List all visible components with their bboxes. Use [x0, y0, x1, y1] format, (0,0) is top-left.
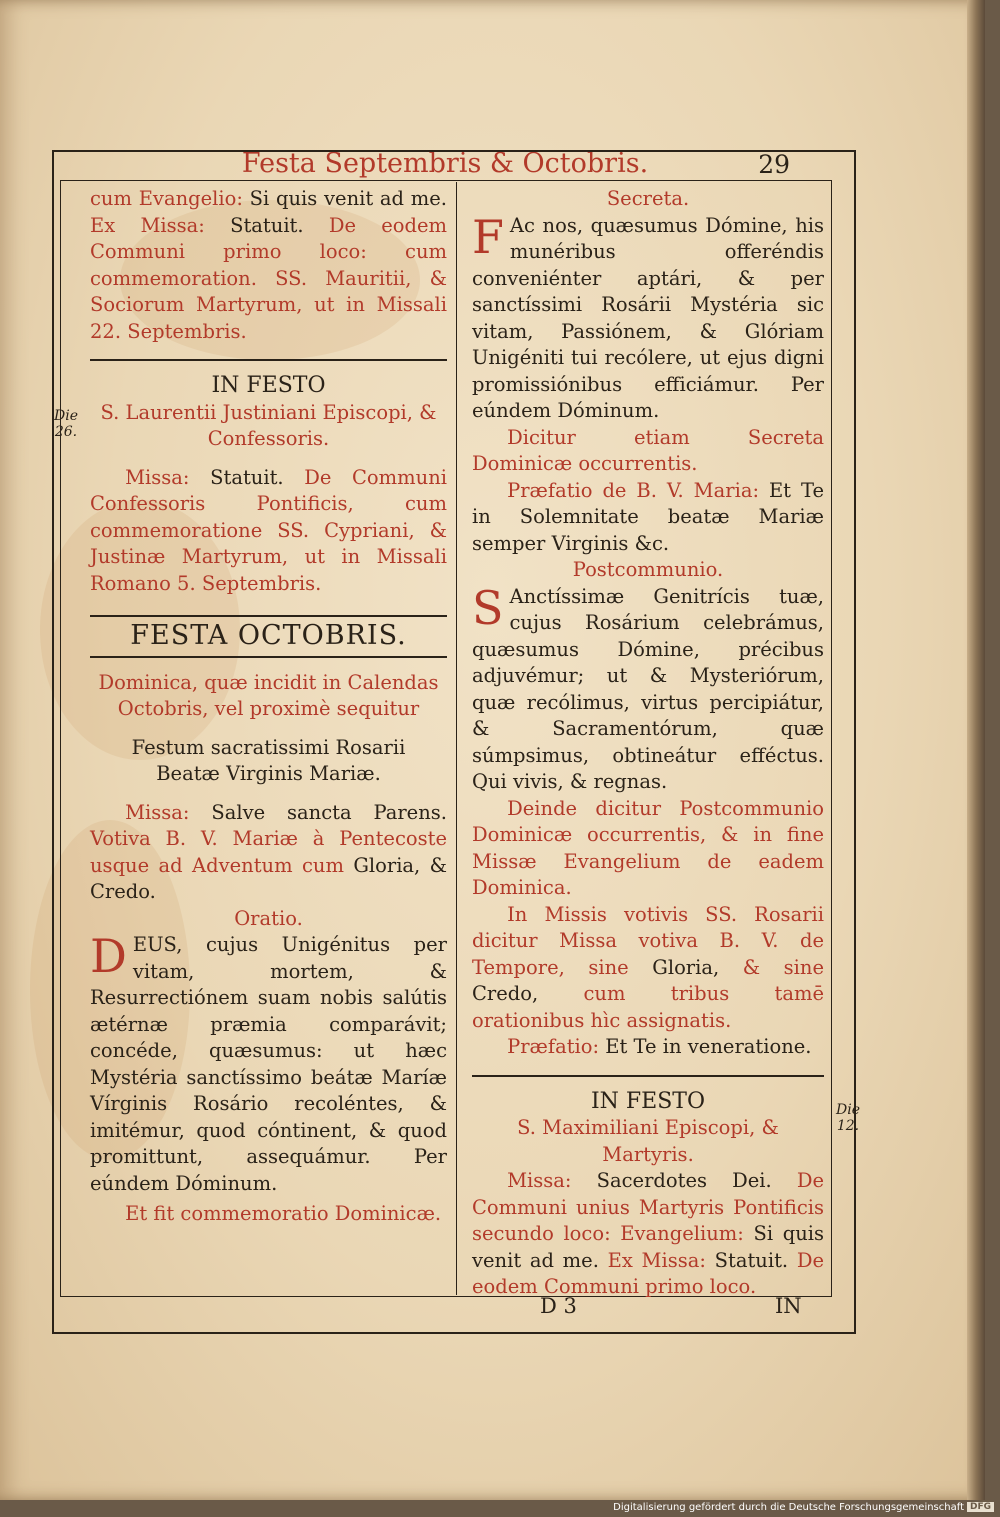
divider: [90, 615, 447, 617]
postcommunio-heading: Postcommunio.: [572, 558, 724, 581]
page-edge: [967, 0, 985, 1500]
feast-name: S. Laurentii Justiniani Episcopi, & Confessoris.: [100, 400, 437, 450]
deinde-rubric: Deinde dicitur Postcommunio Dominicæ occurrentis, & in fine Missæ Evangelium de eadem Dominica.: [472, 796, 824, 899]
feast-title: Festum sacratissimi Rosarii Beatæ Virginis Mariæ.: [131, 735, 406, 785]
divider: [472, 1075, 824, 1077]
column-divider: [456, 182, 457, 1295]
postcommunio-text: S Anctíssimæ Genitrícis tuæ, cujus Rosárium celebrámus, quæsumus Dómine, précibus adjuvémur; ut & Mysteriórum, quæ recólimus, virtus percipiátur, & Sacramentórum, quæ súmpsimus, obtineátur efféctus. Qui vivis, & regnas.: [472, 580, 824, 793]
right-column: [472, 186, 824, 1301]
drop-cap: S: [472, 580, 504, 635]
page-number: 29: [758, 150, 790, 179]
paragraph: Missa: Salve sancta Parens. Votiva B. V. Mariæ à Pentecoste usque ad Adventum cum Gloria, & Credo.: [90, 800, 447, 903]
oratio-text: DEUS, cujus Unigénitus per vitam, mortem, & Resurrectiónem suam nobis salútis ætérnæ præmia comparávit; concéde, quæsumus: ut hæc Mystéria sanctíssimo beátæ Maríæ Vírginis Rosário recoléntes, & imitémur, quod cóntinent, & quod promittunt, assequámur. Per eúndem Dóminum.: [90, 929, 447, 1195]
paragraph: Missa: Statuit. De Communi Confessoris Pontificis, cum commemoratione SS. Cypriani, & Justinæ Martyrum, ut in Missali Romano 5. Septembris.: [90, 465, 447, 595]
margin-note-left: Die 26.: [54, 408, 78, 440]
paragraph: cum Evangelio: Si quis venit ad me. Ex Missa: Statuit. De eodem Communi primo loco: cum commemoration. SS. Mauritii, & Sociorum Martyrum, ut in Missali 22. Septembris.: [90, 187, 448, 343]
paragraph: Præfatio: Et Te in veneratione.: [507, 1035, 812, 1058]
paragraph: Missa: Sacerdotes Dei. De Communi unius Martyris Pontificis secundo loco: Evangelium: Si quis venit ad me. Ex Missa: Statuit. De eodem Communi primo loco.: [472, 1169, 825, 1298]
margin-note-right: Die 12.: [836, 1102, 860, 1134]
digitization-credit: Digitalisierung gefördert durch die Deutsche Forschungsgemeinschaft: [613, 1502, 964, 1513]
secreta-note: Dicitur etiam Secreta Dominicæ occurrentis.: [472, 425, 824, 475]
secreta-text: F Ac nos, quæsumus Dómine, his munéribus offeréndis conveniénter aptári, & per sanctíssimi Rosárii Mystéria sic vitam, Passiónem, & Glóriam Unigéniti tui recólere, ut ejus digni promissiónibus efficiámur. Per eúndem Dóminum.: [472, 209, 824, 422]
left-column: [90, 186, 447, 1228]
catchword: IN: [775, 1294, 802, 1318]
oratio-heading: Oratio.: [234, 906, 303, 930]
paragraph: In Missis votivis SS. Rosarii dicitur Missa votiva B. V. de Tempore, sine Gloria, & sine Credo, cum tribus tamē orationibus hìc assignatis.: [472, 902, 824, 1032]
header-title: Festa Septembris & Octobris.: [241, 148, 649, 179]
secreta-heading: Secreta.: [606, 187, 690, 210]
signature-mark: D 3: [540, 1294, 577, 1318]
drop-cap: F: [472, 209, 504, 264]
divider: [90, 656, 447, 658]
dfg-logo: DFG: [967, 1502, 994, 1512]
divider: [90, 359, 447, 361]
feast-name: S. Maximiliani Episcopi, & Martyris.: [517, 1116, 779, 1166]
paragraph: Præfatio de B. V. Maria: Et Te in Solemnitate beatæ Mariæ semper Virginis &c.: [472, 478, 824, 555]
dominica-rubric: Dominica, quæ incidit in Calendas Octobris, vel proximè sequitur: [98, 670, 439, 720]
feast-heading: IN FESTO: [590, 1088, 706, 1114]
drop-cap: D: [90, 929, 127, 983]
section-title: FESTA OCTOBRIS.: [130, 620, 407, 651]
feast-heading: IN FESTO: [211, 373, 326, 398]
closing-rubric: Et fit commemoratio Dominicæ.: [125, 1202, 442, 1225]
